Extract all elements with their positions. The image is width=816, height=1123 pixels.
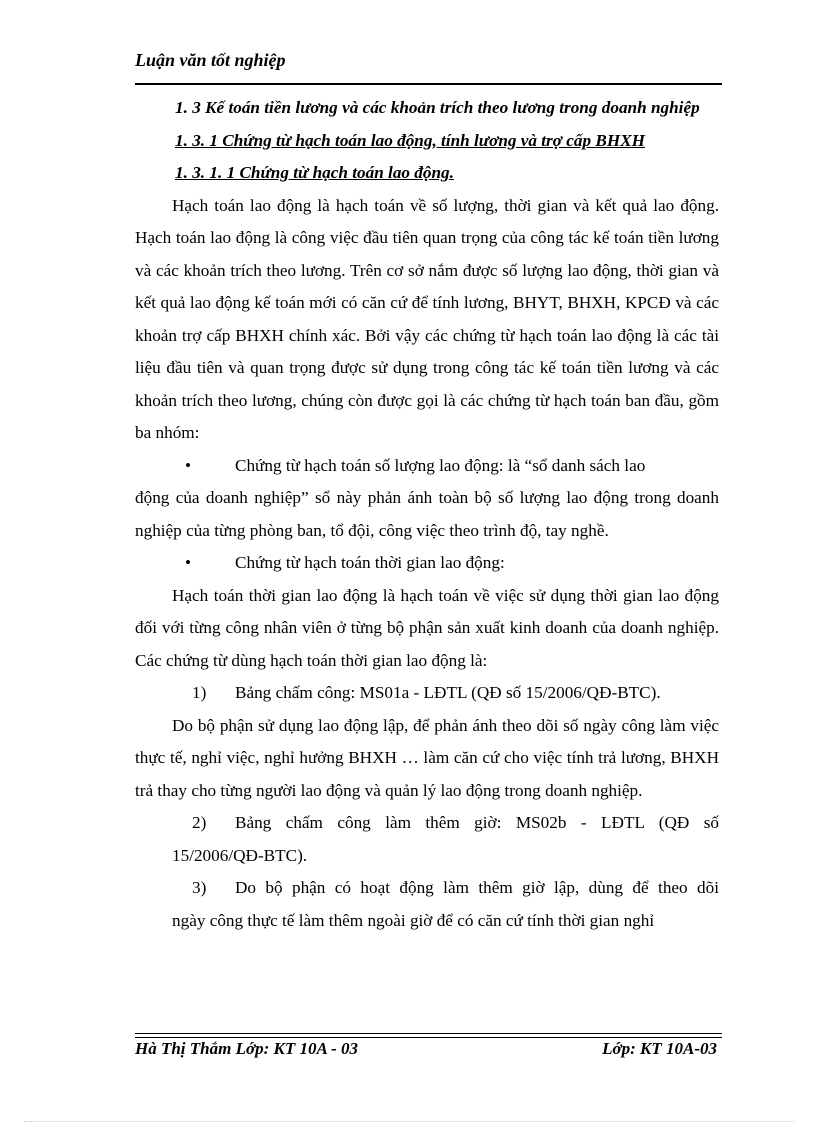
page-footer	[135, 1039, 717, 1059]
paragraph-intro: Hạch toán lao động là hạch toán về số lượng, thời gian và kết quả lao động. Hạch toán lao động là công việc đầu tiên quan trọng của công tác kế toán tiền lương và các khoản trích theo lương. Trên cơ sở nắm được số lượng lao động, thời gian và kết quả lao động kế toán mới có căn cứ để tính lương, BHYT, BHXH, KPCĐ và các khoản trợ cấp BHXH chính xác. Bởi vậy các chứng từ hạch toán lao động là các tài liệu đầu tiên và quan trọng được sử dụng trong công tác kế toán tiền lương và các khoản trích theo lương, chúng còn được gọi là các chứng từ hạch toán ban đầu, gồm ba nhóm:	[135, 195, 719, 442]
numbered-text: Do bộ phận có hoạt động làm thêm giờ lập, dùng để theo dõi	[235, 878, 719, 897]
numbered-item-1	[135, 677, 719, 710]
section-heading: 1. 3 Kế toán tiền lương và các khoản trích theo lương trong doanh nghiệp	[175, 98, 700, 117]
number-marker: 3)	[192, 878, 207, 897]
paragraph-time-accounting: Hạch toán thời gian lao động là hạch toán về việc sử dụng thời gian lao động đối với từng công nhân viên ở từng bộ phận sản xuất kinh doanh của doanh nghiệp. Các chứng từ dùng hạch toán thời gian lao động là:	[135, 585, 719, 670]
bullet-marker: •	[185, 553, 192, 572]
subsubsection-heading-text: 1. 3. 1. 1 Chứng từ hạch toán lao động.	[175, 163, 454, 182]
subsubsection-heading	[135, 157, 719, 190]
footer-author: Hà Thị Thắm Lớp: KT 10A - 03	[135, 1039, 359, 1058]
header-divider	[135, 83, 722, 85]
numbered-text: Bảng chấm công làm thêm giờ: MS02b - LĐTL (QĐ số	[235, 813, 719, 832]
numbered-item-3	[135, 872, 719, 905]
footer-class: Lớp: KT 10A-03	[602, 1039, 717, 1058]
bullet-item-time	[135, 547, 719, 580]
footer-divider-bottom	[135, 1037, 722, 1038]
subsection-heading-text: 1. 3. 1 Chứng từ hạch toán lao động, tính lương và trợ cấp BHXH	[175, 130, 646, 150]
document-body	[135, 92, 719, 937]
number-marker: 1)	[192, 683, 207, 702]
page-header-title: Luận văn tốt nghiệp	[135, 50, 286, 70]
bullet-item-quantity	[135, 450, 719, 483]
page-edge	[24, 1121, 794, 1122]
numbered-item-2	[135, 807, 719, 840]
subsection-heading	[135, 125, 719, 158]
numbered-continuation: ngày công thực tế làm thêm ngoài giờ để có căn cứ tính thời gian nghỉ	[172, 910, 655, 930]
numbered-continuation: 15/2006/QĐ-BTC).	[172, 845, 308, 865]
bullet-text: Chứng từ hạch toán thời gian lao động:	[235, 553, 505, 572]
bullet-continuation: động của doanh nghiệp” sổ này phản ánh toàn bộ số lượng lao động trong doanh nghiệp của từng phòng ban, tổ đội, công việc theo trình độ, tay nghề.	[135, 488, 719, 540]
number-marker: 2)	[192, 813, 207, 832]
paragraph-timesheet: Do bộ phận sử dụng lao động lập, để phản ánh theo dõi số ngày công làm việc thực tế, nghỉ việc, nghỉ hưởng BHXH … làm căn cứ cho việc tính trả lương, BHXH trả thay cho từng người lao động và quản lý lao động trong doanh nghiệp.	[135, 715, 719, 800]
bullet-text: Chứng từ hạch toán số lượng lao động: là “sổ danh sách lao	[235, 455, 646, 475]
numbered-text: Bảng chấm công: MS01a - LĐTL (QĐ số 15/2006/QĐ-BTC).	[235, 683, 661, 702]
bullet-marker: •	[185, 455, 192, 475]
footer-divider-top	[135, 1033, 722, 1034]
